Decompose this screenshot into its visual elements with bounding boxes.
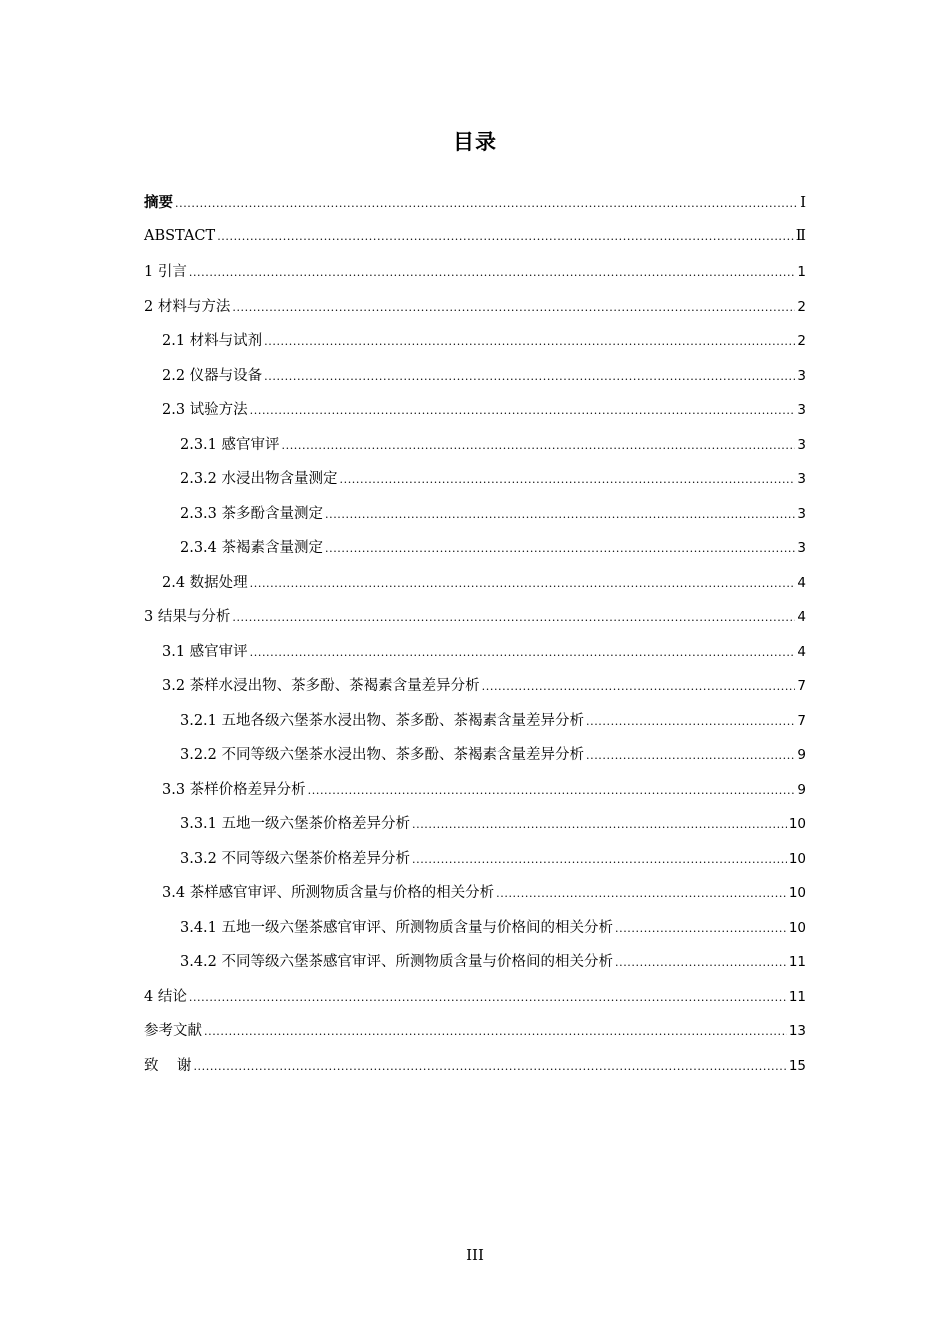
toc-entry-label: 2.1 材料与试剂 <box>162 333 263 349</box>
table-of-contents <box>144 191 806 1088</box>
toc-entry-label: 3.4.2 不同等级六堡茶感官审评、所测物质含量与价格间的相关分析 <box>180 954 614 970</box>
toc-entry-page-number: 10 <box>788 885 806 901</box>
toc-entry-label: 1 引言 <box>144 264 187 280</box>
toc-leader-dots <box>204 1023 787 1039</box>
toc-entry-page-number: 2 <box>797 298 806 315</box>
toc-entry-page-number: 10 <box>788 850 806 867</box>
toc-entry-label: 2.3.1 感官审评 <box>180 436 280 453</box>
toc-entry-page-number: 3 <box>797 540 806 556</box>
toc-entry-label: 2.3 试验方法 <box>162 402 248 418</box>
toc-entry[interactable] <box>144 709 806 744</box>
toc-entry-label: 参考文献 <box>144 1023 202 1039</box>
toc-entry-page-number: 10 <box>788 816 806 832</box>
toc-entry-page-number: 11 <box>788 954 806 970</box>
toc-entry-page-number: 9 <box>797 747 806 763</box>
toc-entry[interactable] <box>144 847 806 882</box>
toc-entry-label: 2.3.4 茶褐素含量测定 <box>180 540 324 556</box>
toc-leader-dots <box>250 644 796 660</box>
toc-entry[interactable] <box>144 571 806 606</box>
toc-entry[interactable] <box>144 467 806 502</box>
toc-entry[interactable] <box>144 605 806 640</box>
toc-entry-label: 2 材料与方法 <box>144 298 231 315</box>
toc-entry-label: 3.4.1 五地一级六堡茶感官审评、所测物质含量与价格间的相关分析 <box>180 919 614 936</box>
toc-entry[interactable] <box>144 812 806 847</box>
toc-entry[interactable] <box>144 640 806 675</box>
toc-entry[interactable] <box>144 881 806 916</box>
page-number: III <box>466 1246 484 1264</box>
toc-leader-dots <box>586 713 795 729</box>
toc-leader-dots <box>325 540 795 556</box>
toc-entry-label: 3.2 茶样水浸出物、茶多酚、茶褐素含量差异分析 <box>162 678 480 694</box>
page-title: 目录 <box>453 130 497 154</box>
toc-entry[interactable] <box>144 433 806 468</box>
toc-entry-label: 3.4 茶样感官审评、所测物质含量与价格的相关分析 <box>162 885 495 901</box>
toc-entry-page-number: 3 <box>797 402 806 418</box>
toc-leader-dots <box>412 816 787 832</box>
toc-entry[interactable] <box>144 329 806 364</box>
toc-leader-dots <box>412 851 787 867</box>
toc-leader-dots <box>232 299 795 315</box>
toc-entry[interactable] <box>144 364 806 399</box>
toc-entry-page-number: Ⅰ <box>800 193 806 211</box>
toc-entry[interactable] <box>144 295 806 330</box>
toc-entry-page-number: 9 <box>797 781 806 798</box>
toc-leader-dots <box>308 782 796 798</box>
toc-entry-label: 3.2.2 不同等级六堡茶水浸出物、茶多酚、茶褐素含量差异分析 <box>180 747 585 763</box>
toc-leader-dots <box>189 989 787 1005</box>
toc-entry-label: 2.3.2 水浸出物含量测定 <box>180 471 338 487</box>
toc-leader-dots <box>615 920 787 936</box>
toc-entry-page-number: 7 <box>797 678 806 694</box>
toc-leader-dots <box>232 609 795 625</box>
toc-entry[interactable] <box>144 1054 806 1089</box>
toc-entry[interactable] <box>144 985 806 1020</box>
toc-entry-page-number: 4 <box>797 609 806 625</box>
toc-entry[interactable] <box>144 260 806 295</box>
toc-entry[interactable] <box>144 536 806 571</box>
toc-entry-page-number: 1 <box>797 264 806 280</box>
toc-entry-page-number: 2 <box>797 333 806 349</box>
toc-leader-dots <box>282 437 796 453</box>
toc-entry[interactable] <box>144 226 806 261</box>
toc-entry[interactable] <box>144 398 806 433</box>
toc-entry-page-number: 3 <box>797 436 806 453</box>
toc-entry-page-number: 10 <box>788 919 806 936</box>
toc-leader-dots <box>250 402 796 418</box>
toc-entry[interactable] <box>144 1019 806 1054</box>
toc-entry-label: 2.4 数据处理 <box>162 574 248 591</box>
toc-entry[interactable] <box>144 778 806 813</box>
toc-leader-dots <box>250 575 796 591</box>
toc-leader-dots <box>325 506 795 522</box>
toc-entry-label: 致 谢 <box>144 1057 192 1074</box>
toc-leader-dots <box>615 954 787 970</box>
toc-leader-dots <box>482 678 796 694</box>
toc-entry[interactable] <box>144 674 806 709</box>
toc-leader-dots <box>264 333 795 349</box>
toc-entry-label: ABSTACT <box>144 227 216 244</box>
toc-entry-label: 3.3.1 五地一级六堡茶价格差异分析 <box>180 816 411 832</box>
toc-entry-page-number: 4 <box>797 643 806 660</box>
toc-entry-page-number: Ⅱ <box>795 225 806 244</box>
toc-entry-page-number: 11 <box>788 988 806 1005</box>
toc-leader-dots <box>175 195 798 211</box>
toc-entry-label: 3 结果与分析 <box>144 609 231 625</box>
toc-leader-dots <box>217 228 794 244</box>
toc-entry-label: 3.3 茶样价格差异分析 <box>162 781 306 798</box>
toc-entry-page-number: 4 <box>797 574 806 591</box>
toc-leader-dots <box>264 368 795 384</box>
toc-entry[interactable] <box>144 743 806 778</box>
toc-entry[interactable] <box>144 502 806 537</box>
toc-leader-dots <box>189 264 796 280</box>
toc-entry-label: 4 结论 <box>144 988 187 1005</box>
toc-entry-page-number: 7 <box>797 712 806 729</box>
toc-entry[interactable] <box>144 916 806 951</box>
toc-entry-label: 3.1 感官审评 <box>162 643 248 660</box>
toc-leader-dots <box>340 471 796 487</box>
toc-entry-page-number: 15 <box>788 1057 806 1074</box>
toc-entry-page-number: 3 <box>797 367 806 384</box>
toc-entry-label: 2.3.3 茶多酚含量测定 <box>180 505 324 522</box>
toc-entry-page-number: 3 <box>797 471 806 487</box>
toc-entry-label: 3.3.2 不同等级六堡茶价格差异分析 <box>180 850 411 867</box>
toc-leader-dots <box>193 1058 786 1074</box>
toc-entry[interactable] <box>144 950 806 985</box>
toc-entry[interactable] <box>144 191 806 226</box>
toc-leader-dots <box>496 885 787 901</box>
toc-entry-label: 2.2 仪器与设备 <box>162 367 263 384</box>
toc-entry-page-number: 13 <box>788 1023 806 1039</box>
toc-entry-label: 摘要 <box>144 195 173 211</box>
toc-leader-dots <box>586 747 795 763</box>
toc-entry-page-number: 3 <box>797 505 806 522</box>
toc-entry-label: 3.2.1 五地各级六堡茶水浸出物、茶多酚、茶褐素含量差异分析 <box>180 712 585 729</box>
